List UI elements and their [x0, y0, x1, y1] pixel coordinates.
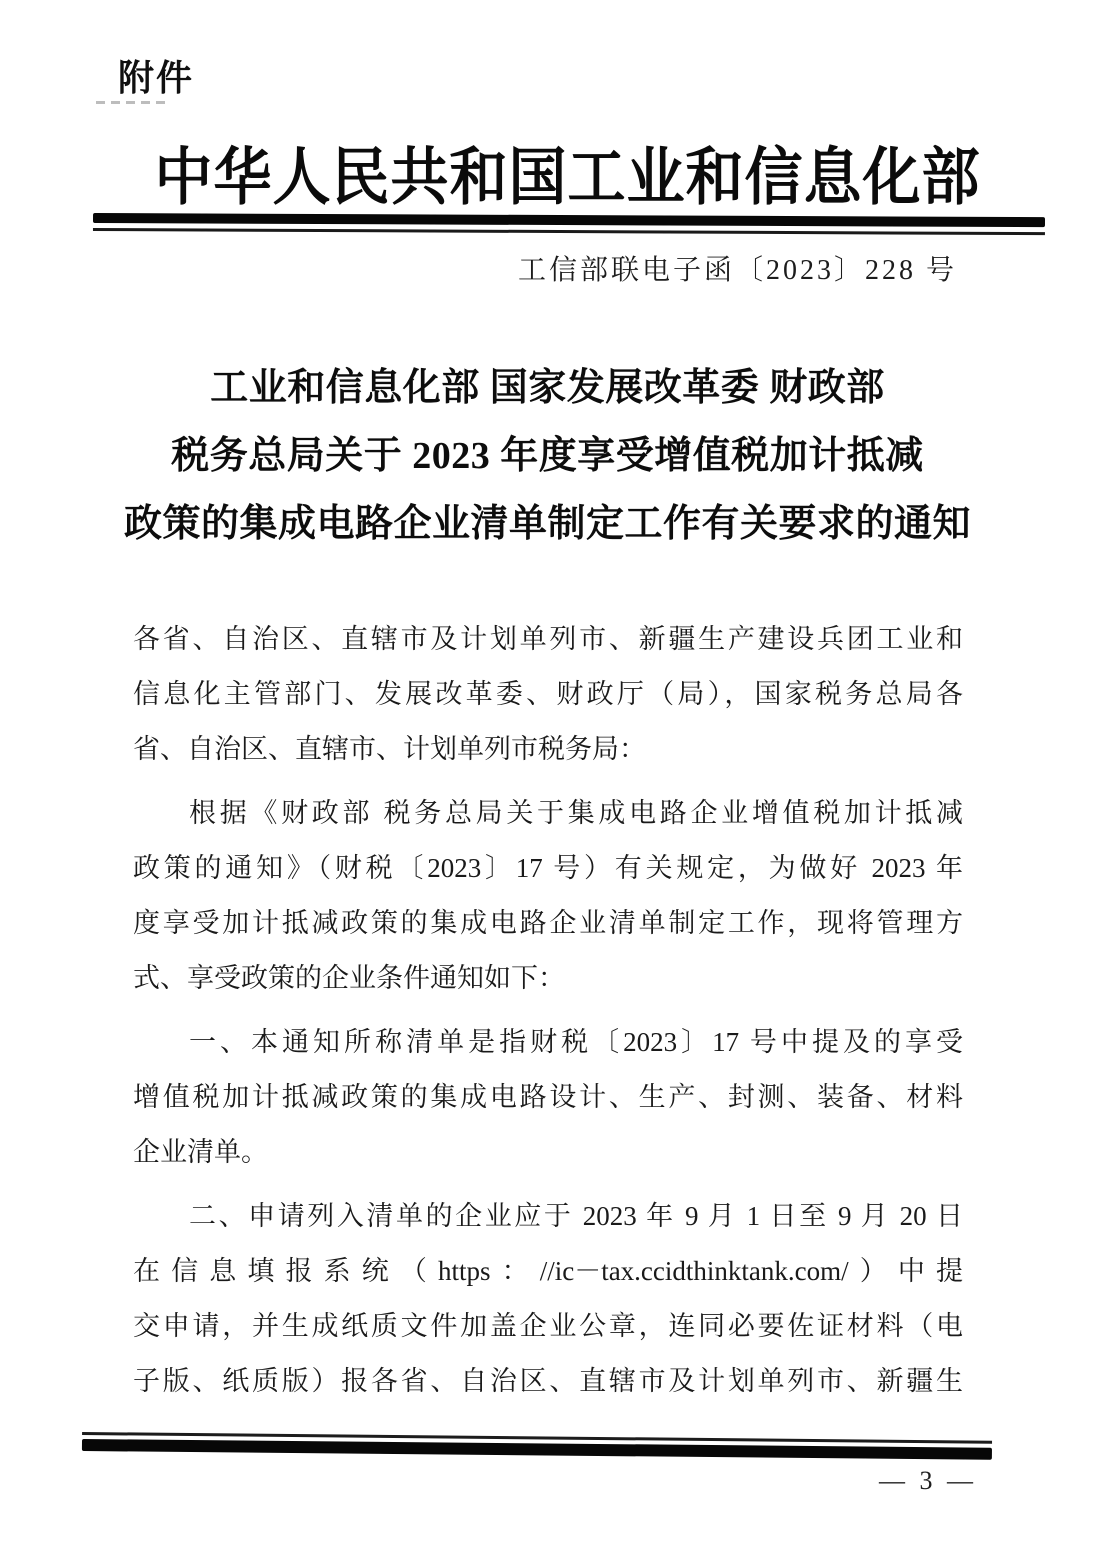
body-line: 根据《财政部 税务总局关于集成电路企业增值税加计抵减	[189, 798, 963, 828]
paragraph	[133, 1015, 963, 1180]
page-number: — 3 —	[879, 1466, 977, 1495]
paragraph	[133, 1189, 963, 1409]
notice-title-line-2: 税务总局关于 2023 年度享受增值税加计抵减	[171, 435, 924, 477]
notice-title-line-1: 工业和信息化部 国家发展改革委 财政部	[210, 367, 885, 409]
letterhead-divider-thin-line	[93, 228, 1045, 235]
scan-artifact-dashes	[96, 101, 166, 104]
body-line: 各省、自治区、直辖市及计划单列市、新疆生产建设兵团工业和	[133, 624, 963, 654]
body-line: 政策的通知》（财税〔2023〕17 号）有关规定，为做好 2023 年	[133, 853, 963, 883]
body-line: 式、享受政策的企业条件通知如下：	[133, 963, 565, 993]
body-line: 二、申请列入清单的企业应于 2023 年 9 月 1 日至 9 月 20 日	[189, 1201, 963, 1231]
notice-title-line-3: 政策的集成电路企业清单制定工作有关要求的通知	[123, 503, 971, 545]
letterhead-divider	[93, 213, 1045, 235]
document-number: 工信部联电子函〔2023〕228 号	[517, 255, 957, 286]
body-line: 信息化主管部门、发展改革委、财政厅（局），国家税务总局各	[133, 679, 963, 709]
body-line: 交申请，并生成纸质文件加盖企业公章，连同必要佐证材料（电	[133, 1311, 963, 1341]
body-line: 子版、纸质版）报各省、自治区、直辖市及计划单列市、新疆生	[133, 1366, 963, 1396]
body-line: 度享受加计抵减政策的集成电路企业清单制定工作，现将管理方	[133, 908, 963, 938]
body-line: 一、本通知所称清单是指财税〔2023〕17 号中提及的享受	[189, 1027, 963, 1057]
body-line: 企业清单。	[133, 1137, 268, 1167]
footer-divider	[82, 1432, 992, 1460]
body-line: 增值税加计抵减政策的集成电路设计、生产、封测、装备、材料	[133, 1082, 963, 1112]
paragraph	[133, 786, 963, 1006]
body-line: 省、自治区、直辖市、计划单列市税务局：	[133, 734, 646, 764]
notice-title	[0, 354, 1095, 558]
letterhead-title: 中华人民共和国工业和信息化部	[154, 142, 981, 213]
paragraph	[133, 612, 963, 777]
body-line: 在信息填报系统（https：//ic－tax.ccidthinktank.com/）中提	[133, 1256, 963, 1286]
body-text	[133, 612, 963, 1409]
attachment-label: 附件	[118, 57, 195, 98]
